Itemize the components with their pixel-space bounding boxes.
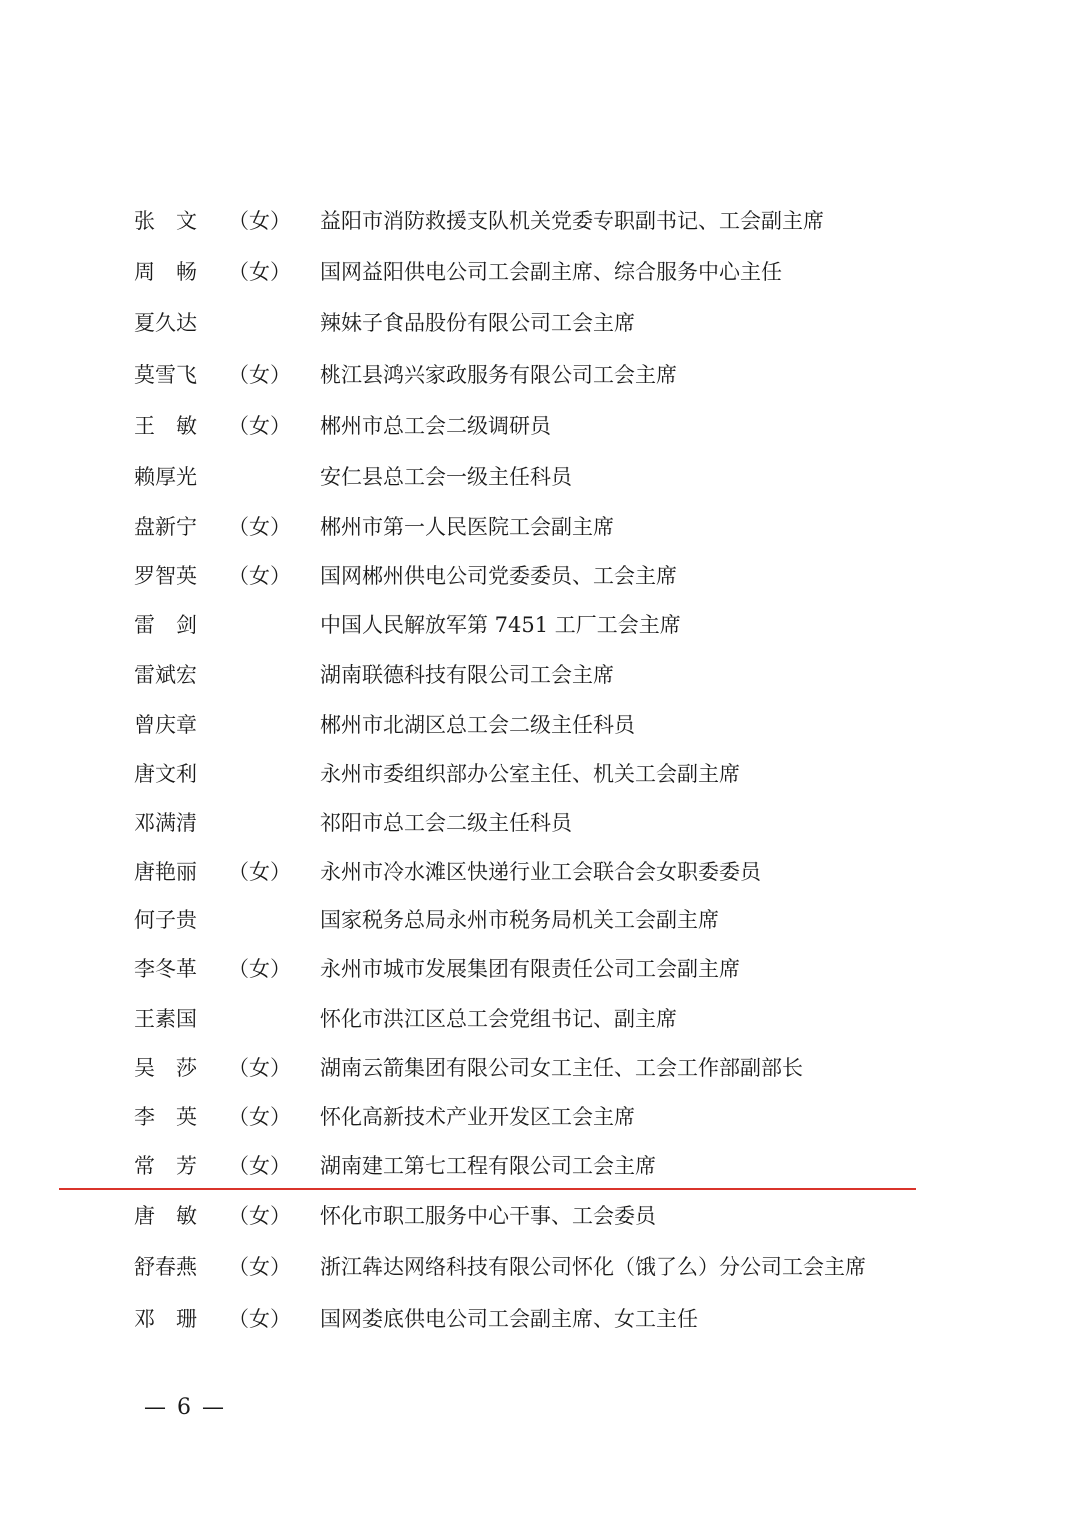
member-title: 湖南云箭集团有限公司女工主任、工会工作部副部长	[320, 1056, 803, 1080]
list-item	[0, 252, 1080, 292]
list-item	[0, 852, 1080, 892]
list-item	[0, 999, 1080, 1039]
member-title: 永州市城市发展集团有限责任公司工会副主席	[320, 957, 740, 981]
member-name: 唐文利	[134, 762, 197, 786]
list-item	[0, 949, 1080, 989]
list-item	[0, 1048, 1080, 1088]
member-name: 常 芳	[134, 1154, 197, 1178]
list-item	[0, 900, 1080, 940]
member-name: 莫雪飞	[134, 363, 197, 387]
member-title: 国家税务总局永州市税务局机关工会副主席	[320, 908, 719, 932]
member-title: 益阳市消防救援支队机关党委专职副书记、工会副主席	[320, 209, 824, 233]
member-name: 舒春燕	[134, 1255, 197, 1279]
member-title: 桃江县鸿兴家政服务有限公司工会主席	[320, 363, 677, 387]
list-item	[0, 1299, 1080, 1339]
member-name: 唐艳丽	[134, 860, 197, 884]
gender-tag: （女）	[228, 1154, 291, 1178]
member-title: 湖南联德科技有限公司工会主席	[320, 663, 614, 687]
member-name: 曾庆章	[134, 713, 197, 737]
list-item	[0, 1247, 1080, 1287]
member-title: 湖南建工第七工程有限公司工会主席	[320, 1154, 656, 1178]
list-item	[0, 754, 1080, 794]
list-item	[0, 201, 1080, 241]
member-title: 郴州市北湖区总工会二级主任科员	[320, 713, 635, 737]
list-item	[0, 507, 1080, 547]
member-name: 邓 珊	[134, 1307, 197, 1331]
member-name: 李 英	[134, 1105, 197, 1129]
member-title: 浙江犇达网络科技有限公司怀化（饿了么）分公司工会主席	[320, 1255, 866, 1279]
gender-tag: （女）	[228, 1255, 291, 1279]
member-title: 郴州市第一人民医院工会副主席	[320, 515, 614, 539]
list-item	[0, 803, 1080, 843]
list-item	[0, 705, 1080, 745]
list-item	[0, 605, 1080, 645]
member-title: 怀化市洪江区总工会党组书记、副主席	[320, 1007, 677, 1031]
list-item	[0, 1097, 1080, 1137]
member-name: 罗智英	[134, 564, 197, 588]
member-name: 雷 剑	[134, 613, 197, 637]
gender-tag: （女）	[228, 1056, 291, 1080]
member-title: 郴州市总工会二级调研员	[320, 414, 551, 438]
gender-tag: （女）	[228, 209, 291, 233]
member-title: 国网娄底供电公司工会副主席、女工主任	[320, 1307, 698, 1331]
member-name: 周 畅	[134, 260, 197, 284]
member-title: 怀化市职工服务中心干事、工会委员	[320, 1204, 656, 1228]
gender-tag: （女）	[228, 260, 291, 284]
member-title: 祁阳市总工会二级主任科员	[320, 811, 572, 835]
list-item	[0, 457, 1080, 497]
member-title: 永州市委组织部办公室主任、机关工会副主席	[320, 762, 740, 786]
member-name: 吴 莎	[134, 1056, 197, 1080]
gender-tag: （女）	[228, 363, 291, 387]
red-divider-line	[59, 1188, 916, 1190]
gender-tag: （女）	[228, 414, 291, 438]
member-title: 怀化高新技术产业开发区工会主席	[320, 1105, 635, 1129]
member-name: 夏久达	[134, 311, 197, 335]
list-item	[0, 556, 1080, 596]
member-title: 永州市冷水滩区快递行业工会联合会女职委委员	[320, 860, 761, 884]
member-name: 何子贵	[134, 908, 197, 932]
list-item	[0, 355, 1080, 395]
gender-tag: （女）	[228, 564, 291, 588]
gender-tag: （女）	[228, 1204, 291, 1228]
list-item	[0, 1196, 1080, 1236]
member-title: 中国人民解放军第 7451 工厂工会主席	[320, 613, 681, 637]
member-name: 王素国	[134, 1007, 197, 1031]
gender-tag: （女）	[228, 957, 291, 981]
page-number: — 6 —	[144, 1395, 226, 1420]
member-name: 张 文	[134, 209, 197, 233]
member-name: 赖厚光	[134, 465, 197, 489]
list-item	[0, 1146, 1080, 1186]
gender-tag: （女）	[228, 1307, 291, 1331]
member-name: 盘新宁	[134, 515, 197, 539]
gender-tag: （女）	[228, 515, 291, 539]
gender-tag: （女）	[228, 1105, 291, 1129]
list-item	[0, 406, 1080, 446]
member-title: 辣妹子食品股份有限公司工会主席	[320, 311, 635, 335]
member-name: 王 敏	[134, 414, 197, 438]
member-title: 国网郴州供电公司党委委员、工会主席	[320, 564, 677, 588]
member-name: 唐 敏	[134, 1204, 197, 1228]
member-name: 雷斌宏	[134, 663, 197, 687]
gender-tag: （女）	[228, 860, 291, 884]
member-name: 邓满清	[134, 811, 197, 835]
list-item	[0, 303, 1080, 343]
member-name: 李冬革	[134, 957, 197, 981]
member-title: 安仁县总工会一级主任科员	[320, 465, 572, 489]
list-item	[0, 655, 1080, 695]
member-title: 国网益阳供电公司工会副主席、综合服务中心主任	[320, 260, 782, 284]
